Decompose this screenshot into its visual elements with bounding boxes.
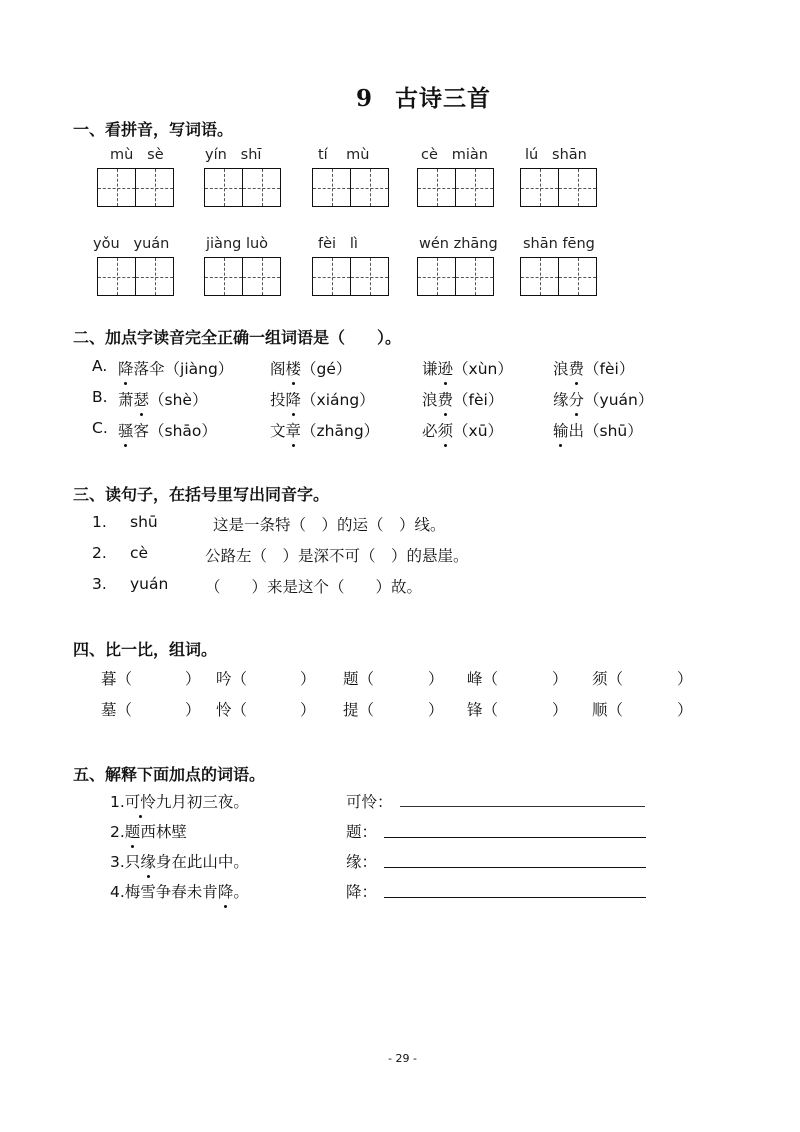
sentence[interactable]: 这是一条特（ ）的运（ ）线。	[213, 516, 446, 534]
word-1-2: 吟（	[216, 670, 248, 688]
option-b-item-1: 萧瑟（shè）	[118, 388, 207, 410]
term-label: 缘：	[346, 853, 378, 871]
poem-line-2: 2.题西林壁	[110, 820, 187, 842]
writing-grid[interactable]	[204, 257, 281, 296]
option-label: B.	[92, 388, 108, 406]
pinyin-2-5: shān fēng	[523, 236, 595, 252]
word-1-4: 峰（	[467, 670, 499, 688]
option-a-item-4: 浪费（fèi）	[553, 357, 634, 379]
poem-line-1: 1.可怜九月初三夜。	[110, 790, 249, 812]
word-1-5: 须（	[592, 670, 624, 688]
word-1-1: 暮（	[101, 670, 133, 688]
option-a-item-2: 阁楼（gé）	[270, 357, 351, 379]
option-label: A.	[92, 357, 108, 375]
writing-grid[interactable]	[312, 168, 389, 207]
section-1-heading: 一、看拼音，写词语。	[73, 120, 234, 139]
option-label: C.	[92, 419, 108, 437]
writing-grid[interactable]	[417, 168, 494, 207]
writing-grid[interactable]	[97, 168, 174, 207]
pinyin-2-4: wén zhāng	[419, 236, 498, 252]
pinyin: shū	[130, 513, 158, 531]
writing-grid[interactable]	[204, 168, 281, 207]
option-b-item-2: 投降（xiáng）	[270, 388, 375, 410]
lesson-number: 9	[356, 85, 374, 112]
answer-line[interactable]	[384, 867, 646, 868]
page-number: - 29 -	[388, 1052, 417, 1065]
word-2-5: 顺（	[592, 701, 624, 719]
option-a-item-1: 降落伞（jiàng）	[118, 357, 233, 379]
word-1-3: 题（	[343, 670, 375, 688]
item-number: 3.	[92, 575, 107, 593]
answer-line[interactable]	[400, 806, 645, 807]
close-paren: ）	[300, 701, 316, 719]
sentence[interactable]: 公路左（ ）是深不可（ ）的悬崖。	[205, 547, 469, 565]
sentence[interactable]: （ ）来是这个（ ）故。	[205, 578, 423, 596]
item-number: 2.	[92, 544, 107, 562]
option-b-item-3: 浪费（fèi）	[422, 388, 503, 410]
pinyin-1-2: yín shī	[205, 147, 262, 163]
section-5-heading: 五、解释下面加点的词语。	[73, 765, 266, 784]
option-c-item-3: 必须（xū）	[422, 419, 503, 441]
term-label: 可怜：	[346, 793, 393, 811]
term-label: 题：	[346, 823, 378, 841]
close-paren: ）	[677, 701, 693, 719]
option-c-item-4: 输出（shū）	[553, 419, 643, 441]
pinyin-2-2: jiàng luò	[206, 236, 269, 252]
writing-grid[interactable]	[520, 257, 597, 296]
pinyin-2-1: yǒu yuán	[93, 236, 170, 252]
writing-grid[interactable]	[97, 257, 174, 296]
pinyin-1-5: lú shān	[525, 147, 587, 163]
close-paren: ）	[185, 670, 201, 688]
word-2-1: 墓（	[101, 701, 133, 719]
close-paren: ）	[677, 670, 693, 688]
writing-grid[interactable]	[520, 168, 597, 207]
word-2-3: 提（	[343, 701, 375, 719]
writing-grid[interactable]	[312, 257, 389, 296]
pinyin: yuán	[130, 575, 169, 593]
pinyin-2-3: fèi lì	[318, 236, 358, 252]
item-number: 1.	[92, 513, 107, 531]
word-2-2: 怜（	[216, 701, 248, 719]
section-2-heading: 二、加点字读音完全正确一组词语是（ ）。	[73, 328, 402, 347]
section-4-heading: 四、比一比，组词。	[73, 640, 218, 659]
answer-line[interactable]	[384, 837, 646, 838]
pinyin-1-1: mù sè	[110, 147, 164, 163]
option-c-item-1: 骚客（shāo）	[118, 419, 217, 441]
close-paren: ）	[552, 670, 568, 688]
close-paren: ）	[428, 670, 444, 688]
page-title	[356, 80, 491, 113]
answer-line[interactable]	[384, 897, 646, 898]
pinyin: cè	[130, 544, 149, 562]
option-c-item-2: 文章（zhāng）	[270, 419, 379, 441]
close-paren: ）	[185, 701, 201, 719]
close-paren: ）	[428, 701, 444, 719]
pinyin-1-4: cè miàn	[421, 147, 488, 163]
poem-line-4: 4.梅雪争春未肯降。	[110, 880, 249, 902]
close-paren: ）	[552, 701, 568, 719]
poem-line-3: 3.只缘身在此山中。	[110, 850, 249, 872]
pinyin-1-3: tí mù	[318, 147, 370, 163]
term-label: 降：	[346, 883, 378, 901]
option-a-item-3: 谦逊（xùn）	[422, 357, 513, 379]
section-3-heading: 三、读句子，在括号里写出同音字。	[73, 485, 330, 504]
lesson-title: 古诗三首	[395, 85, 492, 112]
writing-grid[interactable]	[417, 257, 494, 296]
close-paren: ）	[300, 670, 316, 688]
option-b-item-4: 缘分（yuán）	[553, 388, 653, 410]
word-2-4: 锋（	[467, 701, 499, 719]
